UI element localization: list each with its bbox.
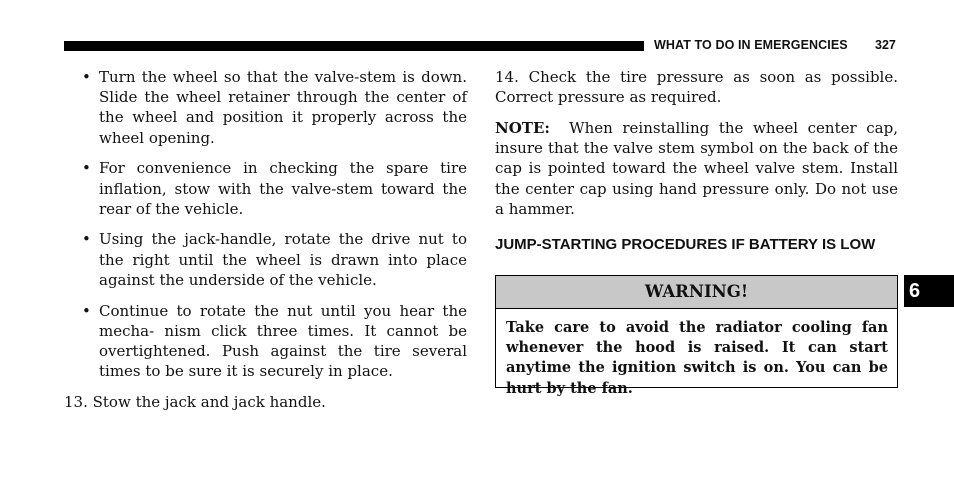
note-text: When reinstalling the wheel center cap, insure that the valve stem symbol on the back of the cap is pointed toward the wheel valve stem. Install the center cap using hand pressure only. Do not use a hammer. bbox=[495, 118, 898, 218]
warning-box bbox=[495, 275, 898, 397]
note-label: NOTE: bbox=[495, 118, 550, 137]
bullet-item bbox=[64, 67, 467, 148]
bullet-item bbox=[64, 158, 467, 219]
warning-text: Take care to avoid the radiator cooling fan whenever the hood is raised. It can start anytime the ignition switch is on. You can be hurt by the fan. bbox=[506, 319, 888, 397]
bullet-item bbox=[64, 229, 467, 290]
note-paragraph bbox=[495, 118, 898, 219]
header-rule bbox=[64, 41, 644, 51]
bullet-text: Continue to rotate the nut until you hear the mecha- nism click three times. It cannot be overtightened. Push against the tire several times to be sure it is securely in place. bbox=[99, 301, 467, 381]
bullet-icon: • bbox=[82, 68, 91, 86]
left-column bbox=[64, 67, 467, 412]
section-heading: JUMP-STARTING PROCEDURES IF BATTERY IS LOW bbox=[495, 235, 876, 253]
step-13: 13. Stow the jack and jack handle. bbox=[64, 392, 326, 411]
chapter-tab: 6 bbox=[904, 275, 954, 307]
right-column bbox=[495, 67, 898, 255]
step-14: 14. Check the tire pressure as soon as possible. Correct pressure as required. bbox=[495, 68, 898, 107]
bullet-text: Using the jack-handle, rotate the drive nut to the right until the wheel is drawn into place against the underside of the vehicle. bbox=[99, 230, 467, 289]
bullet-text: For convenience in checking the spare tire inflation, stow with the valve-stem toward the rear of the vehicle. bbox=[99, 159, 467, 218]
running-header-title: WHAT TO DO IN EMERGENCIES bbox=[654, 38, 848, 52]
page-number: 327 bbox=[875, 38, 896, 52]
bullet-icon: • bbox=[82, 301, 91, 320]
bullet-icon: • bbox=[82, 159, 91, 178]
warning-title: WARNING! bbox=[496, 276, 897, 309]
bullet-text: Turn the wheel so that the valve-stem is down. Slide the wheel retainer through the center of the wheel and position it properly across the wheel opening. bbox=[99, 68, 467, 147]
bullet-icon: • bbox=[82, 230, 91, 249]
bullet-item bbox=[64, 301, 467, 382]
